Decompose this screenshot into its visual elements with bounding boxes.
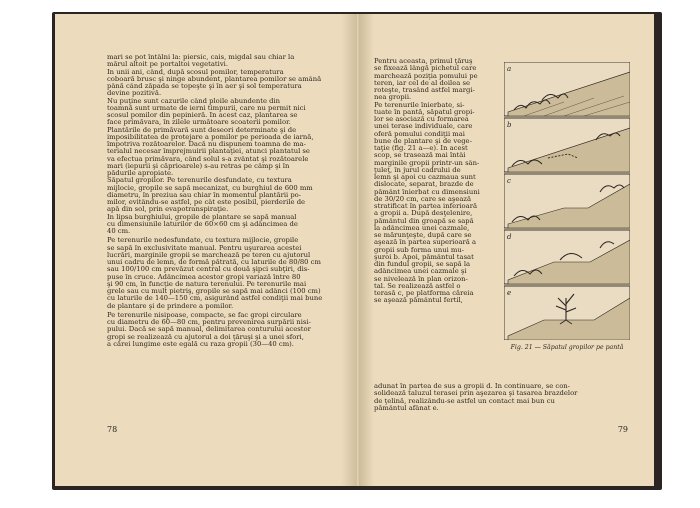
text-line: scop, se trasează mai întâi [374, 152, 466, 160]
figure-label-c: c [507, 177, 511, 185]
text-line: Pentru aceasta, primul ţăruş [374, 58, 473, 65]
text-line: pământul afânat e. [374, 404, 439, 412]
text-line: şi 90 cm, în funcţie de natura terenului. Pe terenurile mai [107, 280, 307, 288]
text-line: lucrări, marginile gropii se marchează pe teren cu ajutorul [107, 251, 311, 259]
text-line: dislocate, separat, brazde de [374, 181, 474, 189]
left-page-text [107, 54, 345, 348]
text-line: Pe terenurile nedesfundate, cu textura mijlocie, gropile [107, 237, 299, 245]
text-line: solidează taluzul terasei prin aşezarea şi tasarea brazdelor [374, 390, 578, 398]
text-line: În unii ani, când, după scosul pomilor, temperatura [107, 68, 284, 76]
text-line: aşează în partea superioară a [374, 239, 477, 247]
text-line: gropi se realizează cu ajutorul a doi ţăruşi şi a unei sfori, [107, 333, 304, 341]
text-line: adâncimea unei cazmale şi [374, 268, 467, 276]
text-line: marginile gropii printr-un sân- [374, 159, 480, 167]
text-line: pului. Dacă se sapă manual, delimitarea conturului acestor [107, 326, 311, 334]
text-line: 40 cm. [107, 228, 131, 235]
text-line: pământ înierbat cu dimensiuni [374, 188, 480, 196]
text-line: Pe terenurile nisipoase, compacte, se fac gropi circulare [107, 311, 302, 319]
text-line: se sapă în exclusivitate manual. Pentru uşurarea acestei [107, 244, 302, 252]
text-line: diametru, în preziua sau chiar în momentul plantării po- [107, 191, 302, 199]
text-line: până când zăpada se topeşte şi în aer şi sol temperatura [107, 83, 302, 90]
text-line: se fixează lângă pichetul care [374, 65, 477, 73]
text-line: bune de plantare şi de vege- [374, 137, 472, 145]
text-line: stratificat în partea inferioară [374, 203, 477, 210]
text-line: unui cadru de lemn, de formă pătrată, cu laturile de 80/80 cm [107, 259, 321, 266]
text-line: Plantările de primăvară sunt deseori determinate şi de [107, 126, 297, 134]
right-page-number: 79 [617, 425, 628, 434]
text-line: lor se asociază cu formarea [374, 116, 469, 123]
text-line: se nivelează în plan orizon- [374, 275, 468, 283]
text-line: din fundul gropii, se sapă la [374, 261, 471, 268]
left-page-number: 78 [107, 425, 118, 434]
text-line: face primăvara, în zilele următoare scoaterii pomilor. [107, 119, 291, 127]
text-line: toamnă sunt urmate de ierni timpurii, care nu permit nici [107, 104, 306, 112]
text-line: oferă pomului condiţii mai [374, 130, 465, 138]
figure-label-d: d [507, 233, 512, 241]
text-line: ţuleţ, în jurul cadrului de [374, 166, 461, 174]
text-line: Săpatul gropilor. Pe terenurile desfundate, cu textura [107, 177, 292, 185]
text-line: se mărunţeşte, după care se [374, 232, 472, 239]
text-line: mărul altoit pe portaltoi vegetativi. [107, 61, 229, 69]
text-line: pădurile apropiate. [107, 170, 174, 177]
figure-label-b: b [507, 121, 512, 129]
right-page [360, 14, 654, 486]
text-line: sau 100/100 cm prevăzut central cu două şipci subţiri, dis- [107, 266, 310, 274]
figure-caption: Fig. 21 — Săpatul gropilor pe pantă [510, 344, 624, 351]
text-line: coboară brusc şi ninge abundent, plantarea pomilor se amână [107, 75, 322, 83]
text-line: marchează poziţia pomului pe [374, 72, 478, 80]
text-line: mari (iepurii şi căprioarele) s-au retras pe câmp şi în [107, 162, 290, 170]
text-line: gropii sub forma unui mu- [374, 246, 465, 254]
text-line: de 30/20 cm, care se aşează [374, 195, 472, 203]
right-page-full-width-text [374, 383, 646, 412]
text-line: roteşte, trasând astfel margi- [374, 87, 475, 94]
text-line: la adâncimea unei cazmale, [374, 224, 470, 232]
text-line: În lipsa burghiului, gropile de plantare se sapă manual [107, 213, 297, 221]
text-line: taţie (fig. 21 a—e). În acest [374, 145, 468, 152]
text-line: pământul din groapă se sapă [374, 217, 474, 225]
text-line: a gropii a. După desţelenire, [374, 210, 473, 218]
text-line: mari se pot întâlni la: piersic, cais, migdal sau chiar la [107, 54, 295, 61]
text-line: adunat în partea de sus a gropii d. În continuare, se con- [374, 383, 570, 390]
text-line: şuroi b. Apoi, pământul tasat [374, 253, 474, 261]
text-line: terasă c, pe platforma căreia [374, 290, 474, 297]
text-line: va efectua primăvara, când solul s-a zvântat şi rozătoarele [107, 155, 309, 163]
text-line: nea gropii. [374, 94, 412, 102]
right-page-column-text [374, 58, 510, 305]
text-line: milor, evitându-se astfel, pe cât este posibil, pierderile de [107, 199, 306, 206]
text-line: se aşează pământul fertil, [374, 297, 463, 305]
text-line: grele sau cu mult pietriş, gropile se sapă mai adânci (100 cm) [107, 288, 321, 295]
text-line: Nu puţine sunt cazurile când ploile abundente din [107, 97, 281, 105]
text-line: de plantare şi de prindere a pomilor. [107, 302, 234, 310]
text-line: terialul necesar împrejmuirii plantaţiei, atunci plantatul se [107, 148, 310, 156]
text-line: puse în cruce. Adâncimea acestor gropi variază între 80 [107, 273, 301, 281]
text-line: lemn şi apoi cu cazmaua sunt [374, 174, 476, 181]
text-line: cu dimensiunile laturilor de 60×60 cm şi adâncimea de [107, 220, 298, 228]
left-page [55, 14, 357, 486]
text-line: tuate în pantă, săpatul gropi- [374, 108, 475, 116]
text-line: unei terase individuale, care [374, 123, 473, 131]
text-line: cu diametru de 60—80 cm, pentru prevenirea surpării nisi- [107, 319, 311, 326]
text-line: tal. Se realizează astfel o [374, 282, 461, 290]
text-line: de ţelină, realizându-se astfel un contact mai bun cu [374, 397, 555, 405]
text-line: a cărei lungime este egală cu raza gropii (30—40 cm). [107, 340, 294, 348]
text-line: teren, iar cel de al doilea se [374, 79, 470, 87]
figure-21-terrace-diagram [504, 62, 630, 340]
text-line: împotriva rozătoarelor. Dacă nu dispunem toamna de ma- [107, 141, 306, 148]
text-line: mijlocie, gropile se sapă mecanizat, cu burghiul de 600 mm [107, 184, 313, 192]
figure-label-a: a [507, 65, 512, 73]
text-line: cu laturile de 140—150 cm, asigurând astfel condiţii mai bune [107, 295, 323, 303]
text-line: imposibilitatea de protejare a pomilor pe perioada de iarnă, [107, 133, 314, 141]
text-line: Pe terenurile înierbate, si- [374, 101, 465, 109]
figure-label-e: e [507, 289, 512, 297]
text-line: apă din sol, prin evapotranspiraţie. [107, 206, 229, 214]
text-line: scosul pomilor din pepinieră. În acest caz, plantarea se [107, 112, 298, 119]
text-line: devine pozitivă. [107, 90, 162, 98]
